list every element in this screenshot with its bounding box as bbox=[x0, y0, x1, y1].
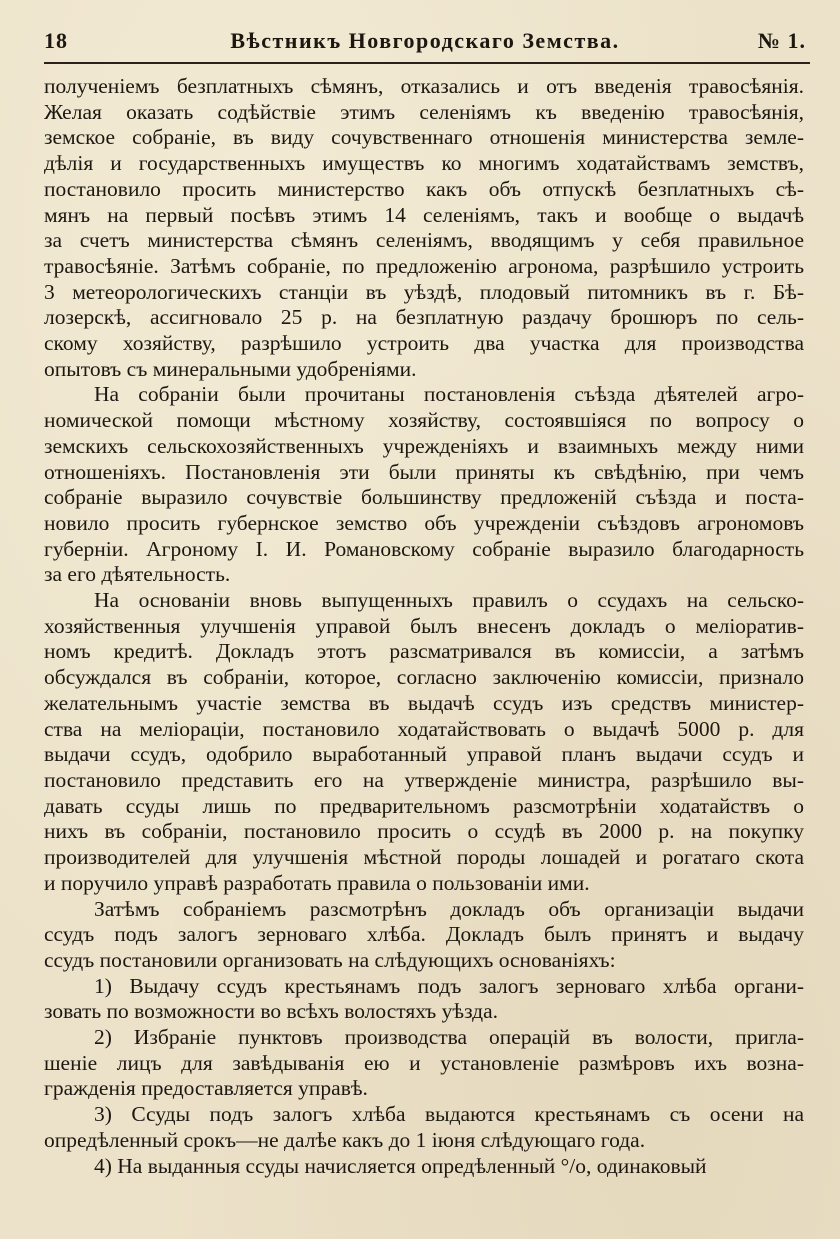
running-header bbox=[44, 28, 806, 58]
text-line: нихъ въ собраніи, постановило просить о ссудѣ въ 2000 р. на покупку bbox=[44, 819, 804, 844]
text-line: 3 метеорологическихъ станціи въ уѣздѣ, плодовый питомникъ въ г. Бѣ- bbox=[44, 279, 804, 304]
text-line: новило просить губернское земство объ учрежденіи съѣздовъ агрономовъ bbox=[44, 510, 804, 535]
text-line: давать ссуды лишь по предварительномъ разсмотрѣніи ходатайствъ о bbox=[44, 793, 804, 818]
text-line: и поручило управѣ разработать правила о пользованіи ими. bbox=[44, 870, 590, 895]
text-line: гражденія предоставляется управѣ. bbox=[44, 1076, 368, 1101]
text-line: номической помощи мѣстному хозяйству, состоявшіяся по вопросу о bbox=[44, 408, 804, 433]
text-line: земское собраніе, въ виду сочувственнаго отношенія министерства земле- bbox=[44, 125, 804, 150]
text-line: Желая оказать содѣйствіе этимъ селеніямъ къ введенію травосѣянія, bbox=[44, 99, 804, 124]
paragraph bbox=[44, 1025, 804, 1102]
journal-title: Вѣстникъ Новгородскаго Земства. bbox=[230, 28, 620, 53]
text-line: номъ кредитѣ. Докладъ этотъ разсматривался въ комиссіи, а затѣмъ bbox=[44, 639, 804, 664]
text-line: ссудъ подъ залогъ зерноваго хлѣба. Докладъ былъ принятъ и выдачу bbox=[44, 922, 804, 947]
text-line: травосѣяніе. Затѣмъ собраніе, по предложенію агронома, разрѣшило устроить bbox=[44, 253, 804, 278]
text-line: дѣлія и государственныхъ имуществъ ко многимъ ходатайствамъ земствъ, bbox=[44, 151, 804, 176]
paragraph bbox=[44, 974, 804, 1025]
text-line: собраніе выразило сочувствіе большинству предложеній съѣзда и поста- bbox=[44, 485, 804, 510]
text-line: за его дѣятельность. bbox=[44, 562, 231, 587]
text-line: выдачи ссудъ, одобрило выработанный управой планъ выдачи ссудъ и bbox=[44, 742, 804, 767]
text-line: губерніи. Агроному І. И. Романовскому собраніе выразило благодарность bbox=[44, 536, 804, 561]
text-line: постановило представить его на утвержденіе министра, разрѣшило вы- bbox=[44, 767, 804, 792]
text-line: На собраніи были прочитаны постановленія съѣзда дѣятелей агро- bbox=[94, 382, 804, 407]
text-line: На основаніи вновь выпущенныхъ правилъ о ссудахъ на сельско- bbox=[94, 588, 804, 613]
text-line: производителей для улучшенія мѣстной породы лошадей и рогатаго скота bbox=[44, 845, 804, 870]
text-line: опредѣленный срокъ—не далѣе какъ до 1 іюня слѣдующаго года. bbox=[44, 1127, 646, 1152]
text-line: 4) На выданныя ссуды начисляется опредѣленный °/о, одинаковый bbox=[94, 1153, 707, 1178]
page-number: 18 bbox=[44, 28, 68, 53]
text-line: обсуждался въ собраніи, которое, согласно заключенію комиссіи, признало bbox=[44, 665, 804, 690]
paragraph bbox=[44, 74, 804, 382]
text-line: отношеніяхъ. Постановленія эти были приняты къ свѣдѣнію, при чемъ bbox=[44, 459, 804, 484]
text-line: ства на меліораціи, постановило ходатайствовать о выдачѣ 5000 р. для bbox=[44, 716, 804, 741]
paragraph bbox=[44, 1102, 804, 1153]
text-line: за счетъ министерства сѣмянъ селеніямъ, вводящимъ у себя правильное bbox=[44, 228, 804, 253]
issue-number: № 1. bbox=[757, 28, 806, 53]
header-rule bbox=[44, 62, 810, 64]
text-line: мянъ на первый посѣвъ этимъ 14 селеніямъ, такъ и вообще о выдачѣ bbox=[44, 202, 804, 227]
text-line: лозерскѣ, ассигновало 25 р. на безплатную раздачу брошюръ по сель- bbox=[44, 305, 804, 330]
text-line: желательнымъ участіе земства въ выдачѣ ссудъ изъ средствъ министер- bbox=[44, 690, 804, 715]
text-line: 1) Выдачу ссудъ крестьянамъ подъ залогъ зерноваго хлѣба органи- bbox=[94, 973, 804, 998]
paragraph bbox=[44, 382, 804, 588]
text-line: скому хозяйству, разрѣшило устроить два участка для производства bbox=[44, 331, 804, 356]
text-line: постановило просить министерство какъ объ отпускѣ безплатныхъ сѣ- bbox=[44, 176, 804, 201]
text-line: зовать по возможности во всѣхъ волостяхъ уѣзда. bbox=[44, 999, 499, 1024]
text-line: земскихъ сельскохозяйственныхъ учрежденіяхъ и взаимныхъ между ними bbox=[44, 433, 804, 458]
paragraph bbox=[44, 1154, 804, 1180]
text-line: 2) Избраніе пунктовъ производства операцій въ волости, пригла- bbox=[94, 1025, 804, 1050]
body-text bbox=[44, 74, 804, 1179]
text-line: шеніе лицъ для завѣдыванія ею и установленіе размѣровъ ихъ возна- bbox=[44, 1050, 804, 1075]
text-line: полученіемъ безплатныхъ сѣмянъ, отказались и отъ введенія травосѣянія. bbox=[44, 74, 804, 98]
text-line: Затѣмъ собраніемъ разсмотрѣнъ докладъ объ организаціи выдачи bbox=[94, 896, 804, 921]
paragraph bbox=[44, 588, 804, 896]
text-line: ссудъ постановили организовать на слѣдующихъ основаніяхъ: bbox=[44, 947, 616, 972]
paragraph bbox=[44, 897, 804, 974]
text-line: хозяйственныя улучшенія управой былъ внесенъ докладъ о мелioратив- bbox=[44, 613, 804, 638]
text-line: опытовъ съ минеральными удобреніями. bbox=[44, 356, 417, 381]
text-line: 3) Ссуды подъ залогъ хлѣба выдаются крестьянамъ съ осени на bbox=[94, 1102, 804, 1127]
